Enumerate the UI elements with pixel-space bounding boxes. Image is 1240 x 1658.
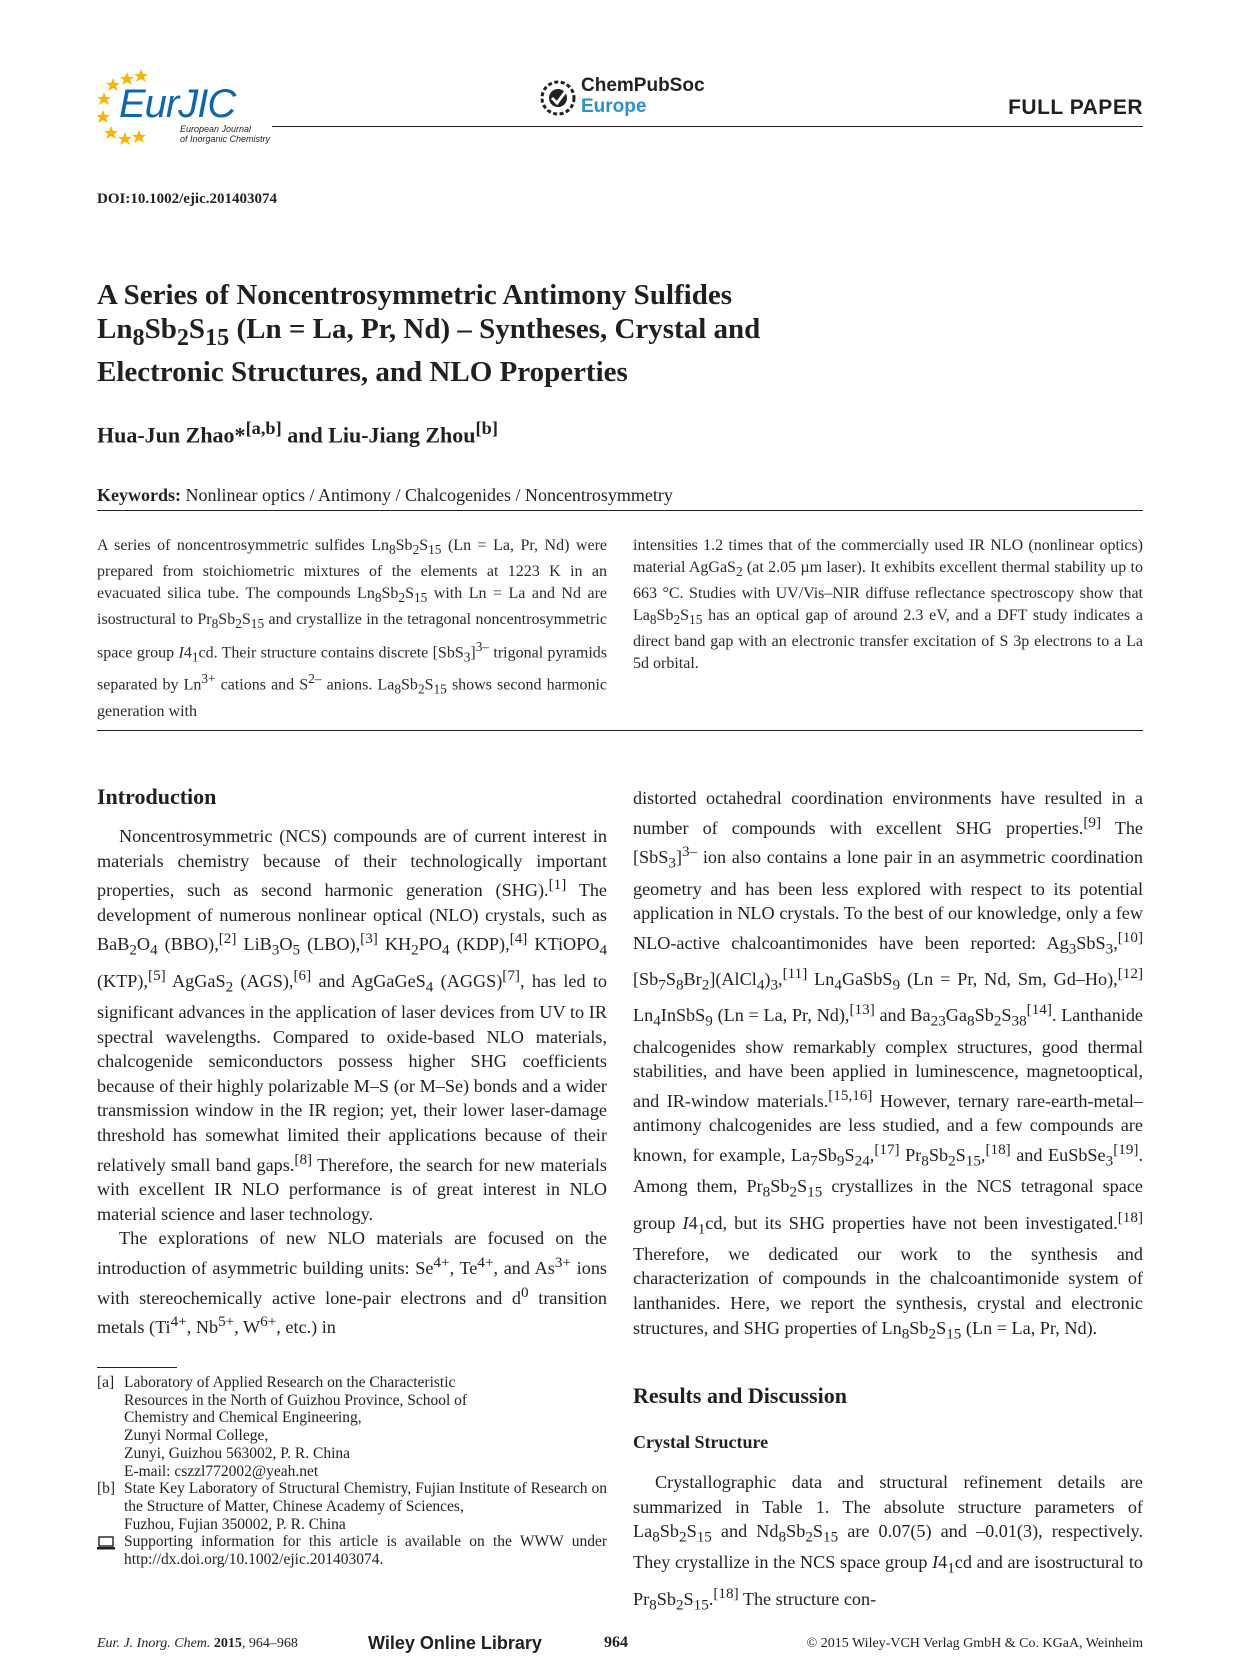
article-title: A Series of Noncentrosymmetric Antimony Sulfides $Ln_8Sb_2S_{15}$ (Ln = La, Pr, Nd) – Syntheses, Crystal and Electronic Structures, and NLO Properties [97, 279, 761, 388]
eurjic-subtitle: European Journal of Inorganic Chemistry [180, 124, 271, 144]
chempubsoc-emblem-icon [539, 79, 577, 117]
chempubsoc-logo [539, 76, 714, 121]
crystal-paragraph-1: Crystallographic data and structural refinement details are summarized in Table 1. The absolute structure parameters of $La_8Sb_2S_{15}$ and $Nd_8Sb_2S_{15}$ are 0.07(5) and –0.01(3), respectively. They crystallize in the NCS space group $I4_1cd$ and are isostructural to $Pr_8Sb_2S_{15}.[18]$ The structure con- [633, 1472, 1143, 1614]
affiliations [97, 1374, 607, 1569]
affiliation-b: [b] State Key Laboratory of Structural Chemistry, Fujian Institute of Research on the Structure of Matter, Chinese Academy of Sciences, Fuzhou, Fujian 350002, P. R. China [97, 1480, 607, 1533]
affiliation-email[interactable]: E-mail: cszzl772002@yeah.net [124, 1462, 319, 1480]
intro-paragraph-1: Noncentrosymmetric (NCS) compounds are of current interest in materials chemistry because of their technologically important properties, such as second harmonic generation (SHG).[1] The development of numerous nonlinear optical (NLO) crystals, such as $BaB_2O_4$ (BBO),[2] $LiB_3O_5$ (LBO),[3] $KH_2PO_4$ (KDP),[4] KTiOPO$_4$ (KTP),[5] AgGaS$_2$ (AGS),[6] and AgGaGeS$_4$ (AGGS)[7], has led to significant advances in the application of laser devices from UV to IR spectral wavelengths. Compared to oxide-based NLO materials, chalcogenide semiconductors possess higher SHG coefficients because of their highly polarizable M–S (or M–Se) bonds and a wider transmission window in the IR region; yet, their lower laser-damage threshold has somewhat limited their applications because of their relatively small band gaps.[8] Therefore, the search for new materials with excellent IR NLO performance is of great interest in NLO material science and laser technology. [97, 826, 608, 1224]
chempubsoc-name: ChemPubSoc [581, 75, 705, 96]
abstract-bottom-rule [97, 730, 1143, 731]
introduction-heading: Introduction [97, 784, 217, 809]
page-number: 964 [604, 1634, 628, 1651]
abstract-right: intensities 1.2 times that of the commercially used IR NLO (nonlinear optics) material AgGaS$_2$ (at 2.05 µm laser). It exhibits excellent thermal stability up to 663 °C. Studies with UV/Vis–NIR diffuse reflectance spectroscopy show that $La_8Sb_2S_{15}$ has an optical gap of around 2.3 eV, and a DFT study indicates a direct band gap with an electronic transfer excitation of S 3p electrons to a La 5d orbital. [633, 537, 1143, 673]
abstract-left: A series of noncentrosymmetric sulfides $Ln_8Sb_2S_{15}$ (Ln = La, Pr, Nd) were prepared from stoichiometric mixtures of the elements at 1223 K in an evacuated silica tube. The compounds $Ln_8Sb_2S_{15}$ with Ln = La and Nd are isostructural to $Pr_8Sb_2S_{15}$ and crystallize in the tetragonal noncentrosymmetric space group $I4_1cd$. Their structure contains discrete $[SbS_3]^{3-}$ trigonal pyramids separated by $Ln^{3+}$ cations and $S^{2-}$ anions. $La_8Sb_2S_{15}$ shows second harmonic generation with [97, 537, 608, 720]
eurjic-wordmark: EurJIC [119, 82, 236, 126]
paper-type-label: FULL PAPER [1008, 96, 1143, 119]
computer-icon [97, 1536, 115, 1550]
introduction-body-continued [633, 786, 1143, 1347]
article-authors: Hua-Jun Zhao*[a,b] and Liu-Jiang Zhou[b] [97, 418, 498, 448]
chempubsoc-region: Europe [581, 96, 647, 117]
affiliation-b-tag: [b] [97, 1480, 116, 1498]
journal-citation: Eur. J. Inorg. Chem. 2015, 964–968 [97, 1636, 298, 1651]
keywords-text: Nonlinear optics / Antimony / Chalcogenides / Noncentrosymmetry [185, 485, 673, 505]
wiley-online-library-link[interactable]: Wiley Online Library [368, 1633, 542, 1653]
intro-paragraph-2: The explorations of new NLO materials are focused on the introduction of asymmetric building units: $Se^{4+}$, $Te^{4+}$, and $As^{3+}$ ions with stereochemically active lone-pair electrons and $d^0$ transition metals ($Ti^{4+}$, $Nb^{5+}$, $W^{6+}$, etc.) in [97, 1228, 608, 1338]
crystal-structure-heading: Crystal Structure [633, 1432, 769, 1452]
footnote-rule [97, 1367, 177, 1368]
introduction-body [97, 824, 607, 1340]
results-heading: Results and Discussion [633, 1383, 847, 1408]
abstract-top-rule [97, 510, 1143, 511]
intro-paragraph-3: distorted octahedral coordination environments have resulted in a number of compounds with excellent SHG properties.[9] The $[SbS_3]^{3-}$ ion also contains a lone pair in an asymmetric coordination geometry and has been less explored with respect to its potential application in NLO crystals. To the best of our knowledge, only a few NLO-active chalcoantimonides have been reported: $Ag_3SbS_3,[10]$ $[Sb_7S_8Br_2](AlCl_4)_3,[11]$ $Ln_4GaSbS_9$ (Ln = Pr, Nd, Sm, Gd–Ho),[12] $Ln_4InSbS_9$ (Ln = La, Pr, Nd),[13] and $Ba_{23}Ga_8Sb_2S_{38}[14]$. Lanthanide chalcogenides show remarkably complex structures, good thermal stabilities, and have been applied in luminescence, magnetooptical, and IR-window materials.[15,16] However, ternary rare-earth-metal–antimony chalcogenides are less studied, and a few compounds are known, for example, $La_7Sb_9S_{24},[17]$ $Pr_8Sb_2S_{15},[18]$ and EuSbSe$_3$[19]. Among them, $Pr_8Sb_2S_{15}$ crystallizes in the NCS tetragonal space group $I4_1cd$, but its SHG properties have not been investigated.[18] Therefore, we dedicated our work to the synthesis and characterization of compounds in the chalcoantimonide system of lanthanides. Here, we report the synthesis, crystal and electronic structures, and SHG properties of $Ln_8Sb_2S_{15}$ (Ln = La, Pr, Nd). [633, 788, 1144, 1343]
eurjic-logo [97, 68, 277, 148]
keywords [97, 485, 673, 506]
doi: DOI:10.1002/ejic.201403074 [97, 191, 277, 207]
supporting-information-text[interactable]: Supporting information for this article is available on the WWW under http://dx.doi.org/10.1002/ejic.201403074. [124, 1533, 607, 1569]
keywords-label: Keywords: [97, 485, 181, 505]
affiliation-a-tag: [a] [97, 1374, 115, 1391]
header-rule [272, 126, 1143, 127]
page-header [97, 68, 1143, 148]
affiliation-a: [a] Laboratory of Applied Research on the Characteristic Resources in the North of Guizhou Province, School of Chemistry and Chemical Engineering, Zunyi Normal College, Zunyi, Guizhou 563002, P. R. China E-mail: cszzl772002@yeah.net [97, 1374, 607, 1480]
copyright: © 2015 Wiley-VCH Verlag GmbH & Co. KGaA, Weinheim [806, 1636, 1143, 1651]
crystal-structure-body [633, 1470, 1143, 1618]
supporting-information [97, 1533, 607, 1568]
